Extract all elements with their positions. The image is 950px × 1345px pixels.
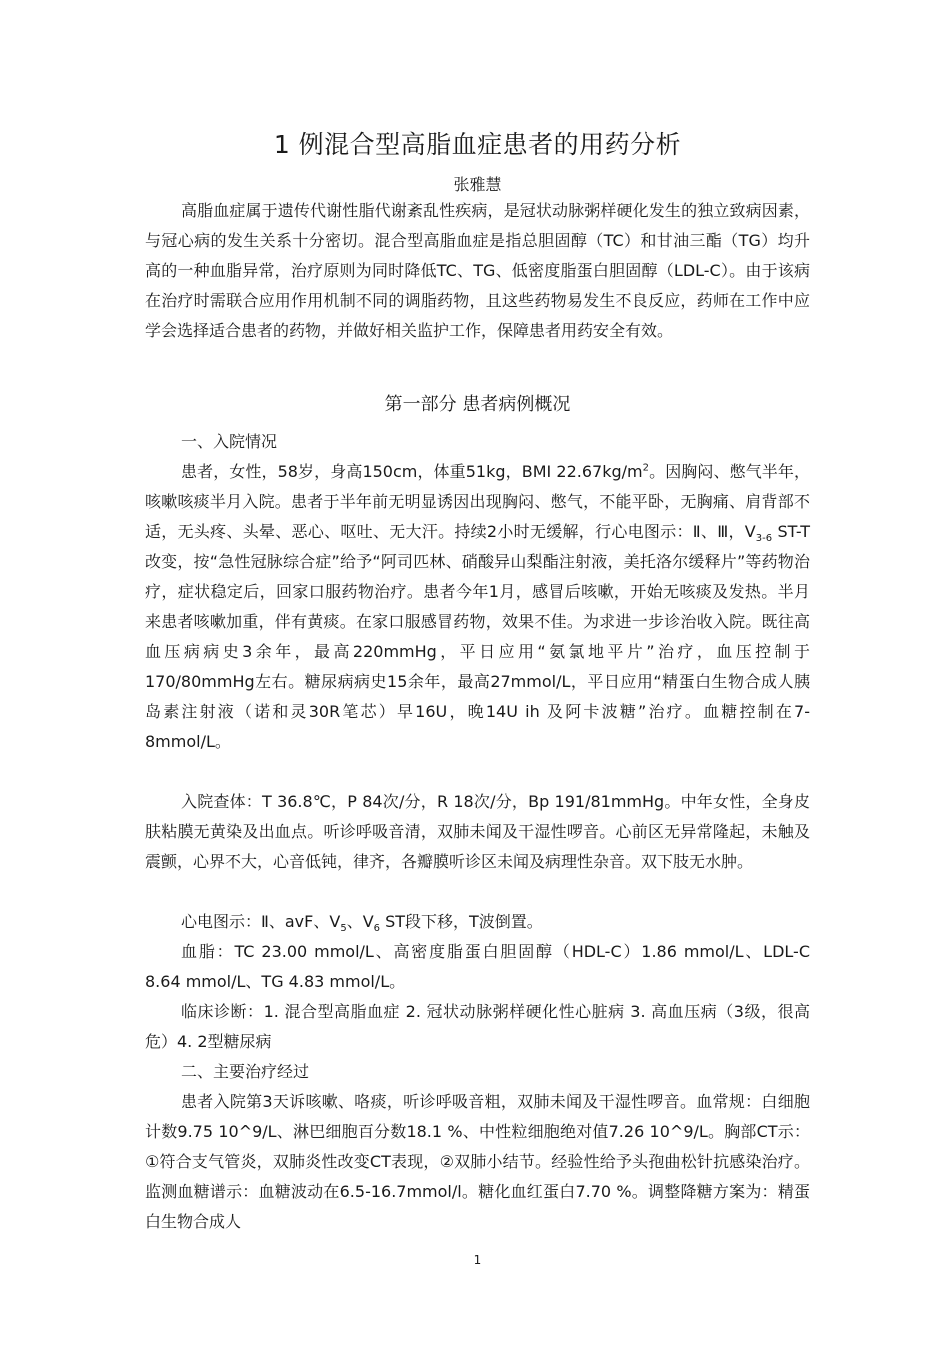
case-history-paragraph: [145, 457, 810, 757]
ecg-text-part-b: 、V: [346, 912, 374, 931]
ecg-text-part-a: 心电图示：Ⅱ、avF、V: [181, 912, 341, 931]
ecg-subscript-5: 5: [340, 923, 347, 935]
lipid-paragraph: 血脂：TC 23.00 mmol/L、高密度脂蛋白胆固醇（HDL-C）1.86 mmol/L、LDL-C 8.64 mmol/L、TG 4.83 mmol/L。: [145, 942, 810, 991]
ecg-paragraph: [145, 907, 810, 937]
part-one-title: 第一部分 患者病例概况: [384, 394, 571, 415]
section-treatment-heading: 二、主要治疗经过: [181, 1062, 310, 1081]
diagnosis-paragraph: 临床诊断：1. 混合型高脂血症 2. 冠状动脉粥样硬化性心脏病 3. 高血压病（3级，很高危）4. 2型糖尿病: [145, 1002, 810, 1051]
case-text-part-b: 。因胸闷、憋气半年，咳嗽咳痰半月入院。患者于半年前无明显诱因出现胸闷、憋气，不能平卧，无胸痛、肩背部不适，无头疼、头晕、恶心、呕吐、无大汗。持续2小时无缓解，行心电图示：Ⅱ、Ⅲ，V: [145, 462, 810, 541]
bmi-superscript: 2: [642, 462, 649, 474]
physical-exam-paragraph: 入院查体：T 36.8℃，P 84次/分，R 18次/分，Bp 191/81mmHg。中年女性，全身皮肤粘膜无黄染及出血点。听诊呼吸音清，双肺未闻及干湿性啰音。心前区无异常隆起，未触及震颤，心界不大，心音低钝，律齐，各瓣膜听诊区未闻及病理性杂音。双下肢无水肿。: [145, 792, 810, 871]
treatment-paragraph: 患者入院第3天诉咳嗽、咯痰，听诊呼吸音粗，双肺未闻及干湿性啰音。血常规：白细胞计数9.75 10^9/L、淋巴细胞百分数18.1 %、中性粒细胞绝对值7.26 10^9/L。胸部CT示：①符合支气管炎，双肺炎性改变CT表现，②双肺小结节。经验性给予头孢曲松针抗感染治疗。监测血糖谱示：血糖波动在6.5-16.7mmol/l。糖化血红蛋白7.70 %。调整降糖方案为：精蛋白生物合成人: [145, 1092, 810, 1231]
document-title: 1 例混合型高脂血症患者的用药分析: [273, 130, 682, 159]
document-page: [145, 0, 810, 1345]
case-text-part-c: ST-T改变，按“急性冠脉综合症”给予“阿司匹林、硝酸异山梨酯注射液，美托洛尔缓释片”等药物治疗，症状稳定后，回家口服药物治疗。患者今年1月，感冒后咳嗽，开始无咳痰及发热。半月来患者咳嗽加重，伴有黄痰。在家口服感冒药物，效果不佳。为求进一步诊治收入院。既往高血压病病史3余年，最高220mmHg，平日应用“氨氯地平片”治疗，血压控制于170/80mmHg左右。糖尿病病史15余年，最高27mmol/L，平日应用“精蛋白生物合成人胰岛素注射液（诺和灵30R笔芯）早16U，晚14U ih 及阿卡波糖”治疗。血糖控制在7-8mmol/L。: [145, 522, 811, 751]
lead-subscript: 3-6: [755, 533, 773, 545]
page-number: 1: [473, 1253, 482, 1267]
ecg-text-part-c: ST段下移，T波倒置。: [380, 912, 543, 931]
section-admission-heading: 一、入院情况: [181, 432, 278, 451]
intro-paragraph: 高脂血症属于遗传代谢性脂代谢紊乱性疾病，是冠状动脉粥样硬化发生的独立致病因素，与冠心病的发生关系十分密切。混合型高脂血症是指总胆固醇（TC）和甘油三酯（TG）均升高的一种血脂异常，治疗原则为同时降低TC、TG、低密度脂蛋白胆固醇（LDL-C）。由于该病在治疗时需联合应用作用机制不同的调脂药物，且这些药物易发生不良反应，药师在工作中应学会选择适合患者的药物，并做好相关监护工作，保障患者用药安全有效。: [145, 201, 810, 340]
author-name: 张雅慧: [453, 175, 502, 194]
ecg-subscript-6: 6: [373, 923, 381, 935]
case-text-part-a: 患者，女性，58岁，身高150cm，体重51kg，BMI 22.67kg/m: [181, 462, 643, 481]
